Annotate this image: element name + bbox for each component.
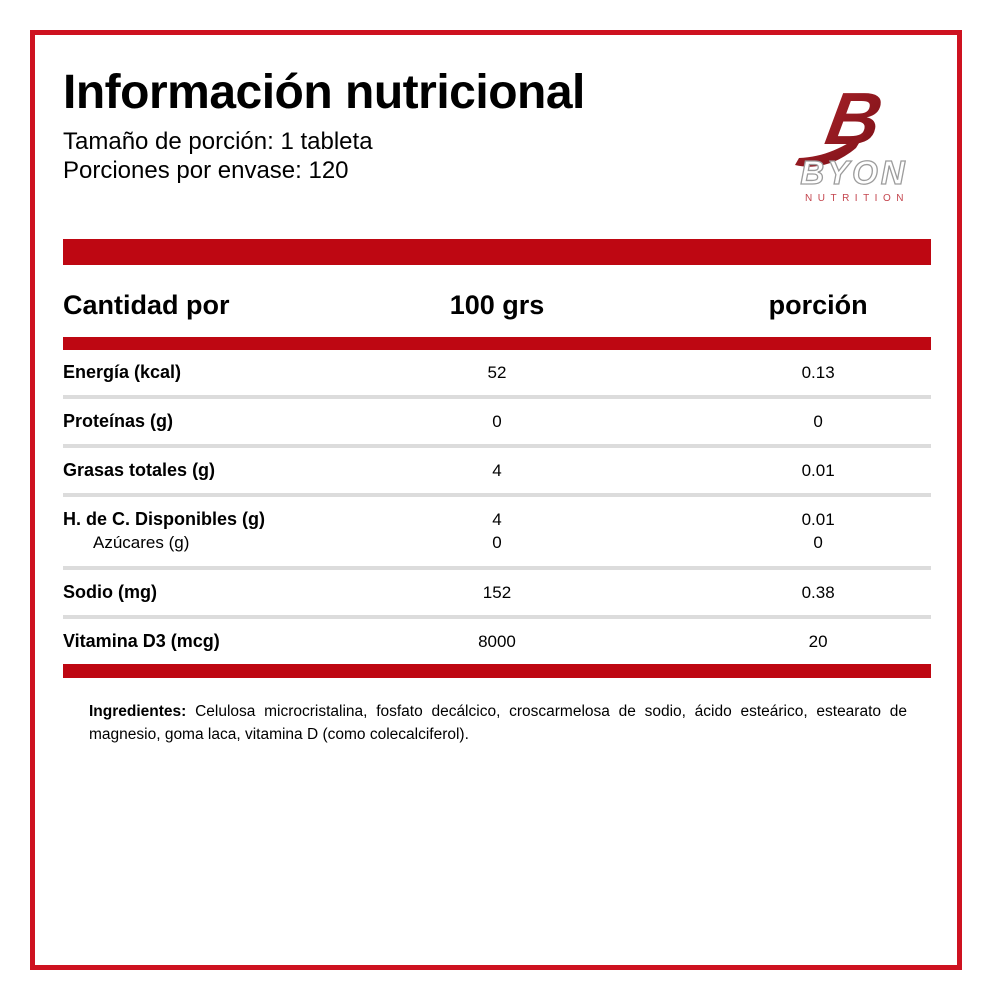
page-title: Información nutricional (63, 66, 585, 119)
serving-info (63, 127, 779, 186)
ingredients-paragraph (89, 701, 907, 747)
ingredients-label: Ingredientes: (89, 703, 187, 720)
row-per100: 152 (482, 582, 512, 602)
logo-wordmark: BYON (800, 154, 908, 191)
table-row-sodio (63, 570, 931, 615)
row-per100: 52 (487, 362, 507, 382)
row-portion: 0 (813, 411, 823, 431)
row-label: Sodio (mg) (63, 582, 157, 602)
label-header (63, 68, 931, 211)
row-label: Energía (kcal) (63, 362, 182, 382)
table-row-azucares (63, 533, 931, 566)
bottom-red-bar (63, 664, 931, 678)
top-red-bar (63, 239, 931, 265)
row-label: Proteínas (g) (63, 411, 174, 431)
servings-per-container-line: Porciones por envase: 120 (63, 157, 349, 185)
row-per100: 4 (492, 509, 502, 529)
row-portion: 0 (813, 533, 823, 552)
table-row-proteinas (63, 399, 931, 444)
column-header-amount: Cantidad por (63, 290, 230, 320)
table-row-energia (63, 350, 931, 395)
title-block (63, 68, 779, 185)
row-portion: 0.01 (801, 460, 835, 480)
ingredients-text: Celulosa microcristalina, fosfato decálcico, croscarmelosa de sodio, ácido esteárico, estearato de magnesio, goma laca, vitamina D (como colecalciferol). (89, 703, 907, 743)
header-red-bar (63, 337, 931, 350)
row-per100: 0 (492, 533, 502, 552)
logo-tagline: NUTRITION (805, 193, 909, 204)
row-portion: 0.13 (801, 362, 835, 382)
row-label: Vitamina D3 (mcg) (63, 631, 220, 651)
column-header-portion: porción (768, 290, 868, 320)
row-per100: 4 (492, 460, 502, 480)
serving-size-line: Tamaño de porción: 1 tableta (63, 127, 373, 155)
row-portion: 20 (808, 631, 828, 651)
byon-logo-icon (779, 80, 929, 206)
label-frame (30, 30, 962, 970)
table-row-hidratos (63, 497, 931, 533)
table-header-row (63, 265, 931, 337)
row-label: Grasas totales (g) (63, 460, 216, 480)
row-per100: 0 (492, 411, 502, 431)
row-per100: 8000 (478, 631, 516, 651)
row-portion: 0.38 (801, 582, 835, 602)
table-row-grasas (63, 448, 931, 493)
svg-text:B: B (820, 80, 889, 160)
row-portion: 0.01 (801, 509, 835, 529)
table-row-vitamina-d3 (63, 619, 931, 664)
brand-logo (779, 80, 929, 211)
label-content (35, 68, 957, 998)
column-header-per100: 100 grs (449, 290, 545, 320)
row-label: Azúcares (g) (93, 533, 190, 552)
row-label: H. de C. Disponibles (g) (63, 509, 266, 529)
